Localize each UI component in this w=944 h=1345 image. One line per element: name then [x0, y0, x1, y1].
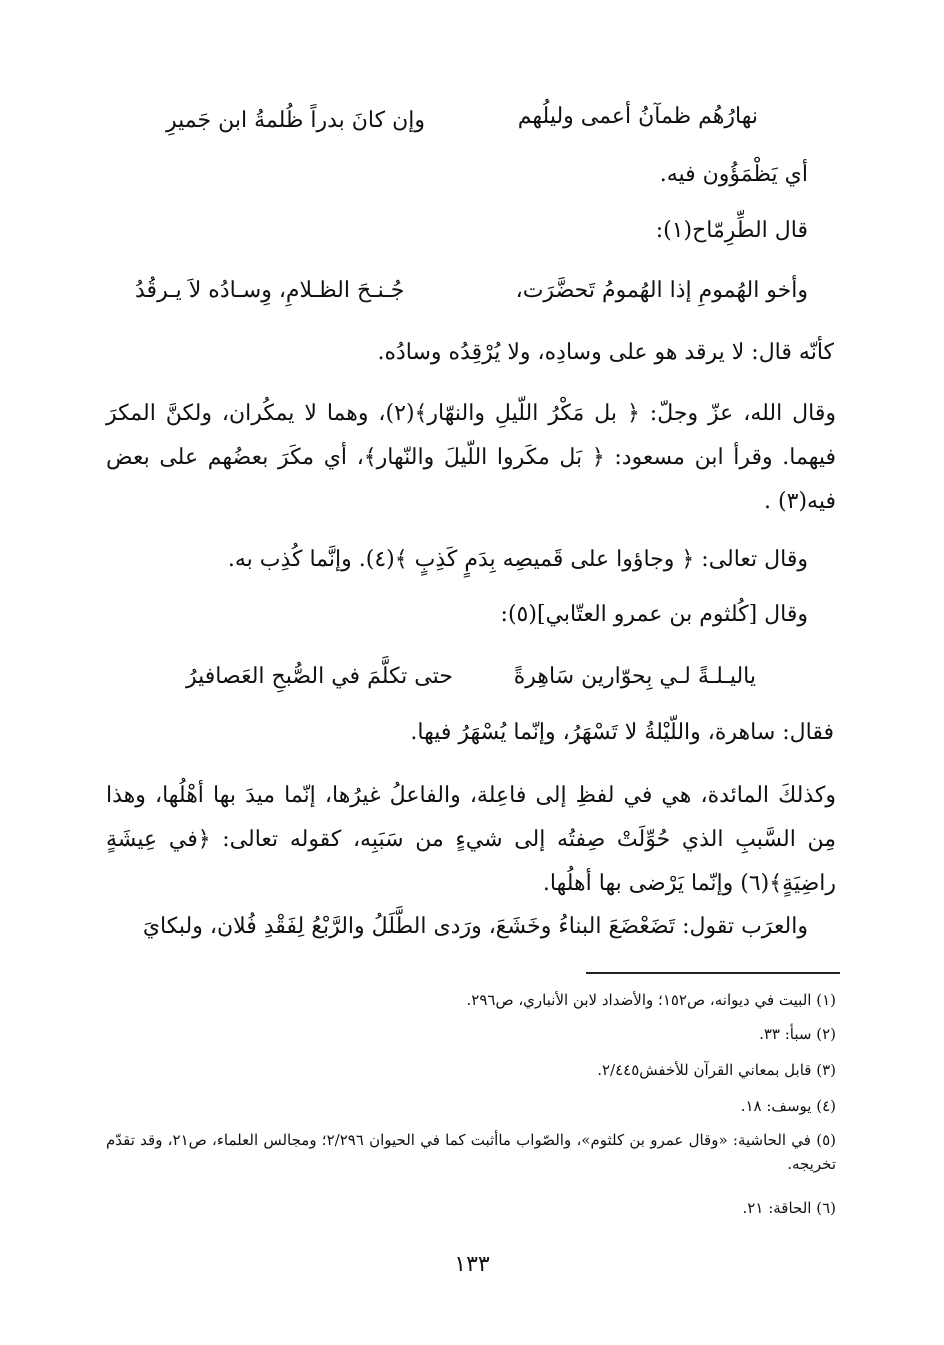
verse3-right-hemistich: ياليـلـةً لـي بِحوّارين سَاهِرةً [513, 664, 756, 689]
footnote-separator [586, 972, 840, 974]
verse1-left-hemistich: وإن كانَ بدراً ظُلمةُ ابن جَميرِ [166, 108, 425, 133]
line-faqala: فقال: ساهرة، واللّيْلةُ لا تَسْهَرُ، وإنّما يُسْهَرُ فيها. [410, 720, 834, 745]
line-tirimmah-intro: قال الطِّرِمّاح(١): [655, 218, 808, 243]
line-ai: أي يَظْمَؤُون فيه. [659, 162, 808, 187]
line-arab: والعرَب تقول: تَضَعْضَعَ البناءُ وخَشَعَ، ورَدى الطَّلَلُ والرَّبْعُ لِفَقْدِ فُلان، ولبكايَ [142, 914, 808, 939]
line-kulthum: وقال [كُلثوم بن عمرو العتّابي](٥): [500, 602, 808, 627]
footnote-4: (٤) يوسف: ١٨. [740, 1097, 836, 1115]
footnote-2: (٢) سبأ: ٣٣. [759, 1025, 836, 1043]
verse3-left-hemistich: حتى تكلَّمَ في الصُّبحِ العَصافيرُ [186, 664, 453, 689]
paragraph-allah: وقال الله، عزّ وجلّ: ﴿ بل مَكْرُ اللّيلِ والنهّار﴾(٢)، وهما لا يمكُران، ولكنَّ المكرَ فيهما. وقرأ ابن مسعود: ﴿ بَل مكَروا اللّيلَ والنّهار﴾، أي مكَرَ بعضُهم على بعض فيه(٣) . [106, 401, 837, 514]
verse2-right-hemistich: وأخو الهُمومِ إذا الهُمومُ تَحضَّرَت، [515, 278, 808, 303]
footnote-1: (١) البيت في ديوانه، ص١٥٢؛ والأضداد لابن الأنباري، ص٢٩٦. [466, 991, 836, 1009]
verse1-right-hemistich: نهارُهُم ظمآنُ أعمى وليلُهم [517, 104, 758, 129]
footnote-3: (٣) قابل بمعاني القرآن للأخفش٢/٤٤٥. [597, 1061, 836, 1079]
paragraph-maida: وكذلكَ المائدة، هي في لفظِ إلى فاعِلة، والفاعلُ غيرُها، إنّما ميدَ بها أهْلُها، وهذا مِن السَّببِ الذي حُوِّلَتْ صِفتُه إلى شيءٍ من سَبَبِه، كقوله تعالى: ﴿في عِيشَةٍ راضِيَةٍ﴾(٦) وإنّما يَرْضى بها أهلُها. [106, 783, 836, 896]
line-yusuf: وقال تعالى: ﴿ وجاؤوا على قَميصِه بِدَمٍ كَذِبٍ ﴾(٤). وإنَّما كُذِب به. [227, 547, 808, 572]
page-number: ١٣٣ [454, 1252, 490, 1277]
footnote-6: (٦) الحاقة: ٢١. [742, 1199, 836, 1217]
line-kaannahu: كأنّه قال: لا يرقد هو على وسادِه، ولا يُرْقِدُه وسادُه. [377, 340, 834, 365]
verse2-left-hemistich: جُـنـحَ الظـلامِ، وِسـادُه لاَ يـرقُدُ [135, 278, 405, 303]
footnote-5: (٥) في الحاشية: «وقال عمرو بن كلثوم»، والصّواب ماأثبت كما في الحيوان ٢/٢٩٦؛ ومجالس العلماء، ص٢١، وقد تقدّم تخريجه. [106, 1131, 836, 1173]
